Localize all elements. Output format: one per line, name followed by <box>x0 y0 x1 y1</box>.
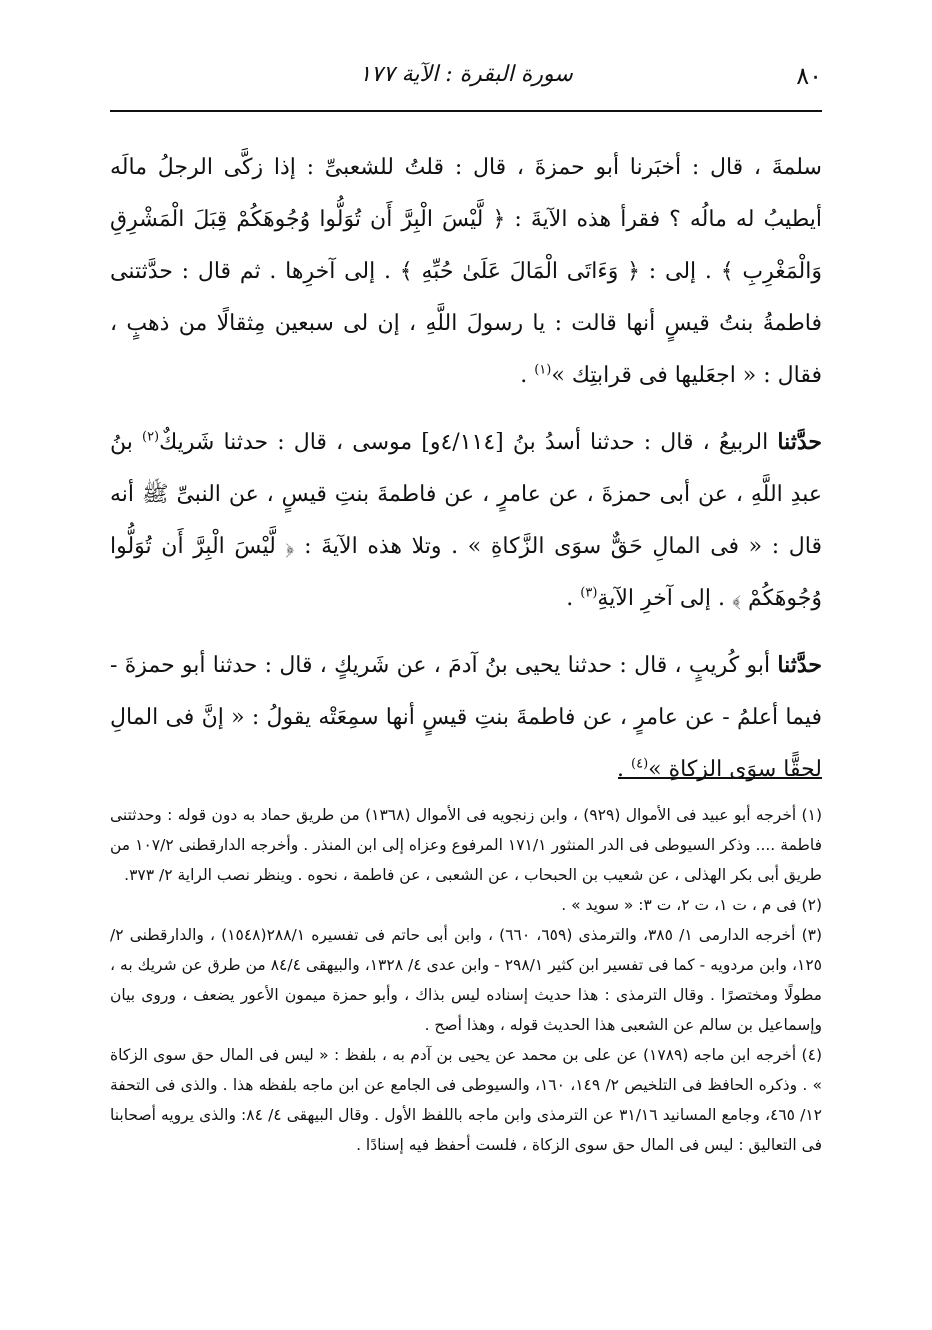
quran-quote-1: ﴿ لَّيْسَ الْبِرَّ أَن تُوَلُّوا وُجُوهَكُمْ قِبَلَ الْمَشْرِقِ وَالْمَغْرِبِ ﴾ <box>110 207 822 284</box>
header-rule <box>110 110 822 112</box>
paragraph-3-end: . <box>617 757 631 782</box>
footnote-separator <box>618 777 822 779</box>
footnotes <box>110 800 822 1160</box>
paragraph-1-text-a: سلمةَ ، قال : أخبَرنا أبو حمزةَ ، قال : قلتُ للشعبىِّ : إذا زكَّى الرجلُ مالَه أيطيبُ له مالُه ؟ فقرأ هذه الآيةَ : <box>110 155 822 232</box>
footnote-4: (٤) أخرجه ابن ماجه (١٧٨٩) عن على بن محمد عن يحيى بن آدم به ، بلفظ : « ليس فى المال حق سوى الزكاة » . وذكره الحافظ فى التلخيص ٢/ ١٤٩، ١٦٠، والسيوطى فى الجامع عن ابن ماجه بلفظه هذا . والذى فى التحفة ١٢/ ٤٦٥، وجامع المسانيد ٣١/١٦ عن الترمذى وابن ماجه باللفظ الأول . وقال البيهقى ٤/ ٨٤: والذى يرويه أصحابنا فى التعاليق : ليس فى المال حق سوى الزكاة ، فلست أحفظ فيه إسنادًا . <box>110 1046 822 1154</box>
paragraph-2-text-c: . إلى آخرِ الآيةِ <box>597 586 732 611</box>
main-text <box>110 142 822 810</box>
paragraph-1 <box>110 142 822 402</box>
paragraph-2-text-b: بنُ عبدِ اللَّهِ ، عن أبى حمزةَ ، عن عامرٍ ، عن فاطمةَ بنتِ قيسٍ ، عن النبىِّ ﷺ أنه قال : « فى المالِ حَقٌّ سوَى الزَّكاةِ » . وتلا هذه الآيةَ : <box>110 430 822 559</box>
paragraph-1-text-b: . إلى : <box>640 259 721 284</box>
page-number: ٨٠ <box>796 62 822 90</box>
paragraph-1-text-c: . إلى آخرِها . ثم قال : حدَّثتنى فاطمةُ بنتُ قيسٍ أنها قالت : يا رسولَ اللَّهِ ، إن لى سبعين مِثقالًا من ذهبٍ ، فقال : « اجعَليها فى قرابتِك » <box>110 259 822 388</box>
paragraph-3-lead: حدَّثنا <box>777 652 822 678</box>
footnote-marker-2: (٢) <box>141 429 160 445</box>
paragraph-3-text-a: أبو كُريبٍ ، قال : حدثنا يحيى بنُ آدمَ ، عن شَريكٍ ، قال : حدثنا أبو حمزةَ - فيما أعلمُ - عن عامرٍ ، عن فاطمةَ بنتِ قيسٍ أنها سمِعَتْه يقولُ : « إنَّ فى المالِ لحقًّا سوَى الزكاةِ » <box>110 653 822 782</box>
footnote-1: (١) أخرجه أبو عبيد فى الأموال (٩٢٩) ، وابن زنجويه فى الأموال (١٣٦٨) من طريق حماد به دون قوله : وحدثتنى فاطمة .... وذكر السيوطى فى الدر المنثور ١٧١/١ المرفوع وعزاه إلى ابن المنذر . وأخرجه الدارقطنى ١٠٧/٢ من طريق أبى بكر الهذلى ، عن شعيب بن الحبحاب ، عن الشعبى ، عن فاطمة ، نحوه . وينظر نصب الراية ٢/ ٣٧٣. <box>110 806 822 884</box>
footnote-marker-1: (١) <box>534 362 552 378</box>
quran-quote-3: ﴿ لَّيْسَ الْبِرَّ أَن تُوَلُّوا وُجُوهَكُمْ ﴾ <box>110 534 822 611</box>
footnote-marker-3: (٣) <box>580 585 598 601</box>
paragraph-2-text-a: الربيعُ ، قال : حدثنا أسدُ بنُ [٤/١١٤و] موسى ، قال : حدثنا شَريكٌ <box>159 430 778 455</box>
page-header <box>110 56 822 96</box>
paragraph-2 <box>110 416 822 625</box>
paragraph-2-lead: حدَّثنا <box>777 429 822 455</box>
quran-quote-2: ﴿ وَءَاتَى الْمَالَ عَلَىٰ حُبِّهِ ﴾ <box>399 259 641 284</box>
footnote-3: (٣) أخرجه الدارمى ١/ ٣٨٥، والترمذى (٦٥٩، ٦٦٠) ، وابن أبى حاتم فى تفسيره ٢٨٨/١(١٥٤٨) ، والدارقطنى ٢/ ١٢٥، وابن مردويه - كما فى تفسير ابن كثير ٢٩٨/١ - وابن عدى ٤/ ١٣٢٨، والبيهقى ٨٤/٤ من طرق عن شريك به ، مطولًا ومختصرًا . وقال الترمذى : هذا حديث إسناده ليس بذاك ، وأبو حمزة ميمون الأعور يضعف ، وروى بيان وإسماعيل بن سالم عن الشعبى هذا الحديث قوله ، وهذا أصح . <box>110 926 823 1034</box>
paragraph-3 <box>110 639 822 796</box>
footnote-2: (٢) فى م ، ت ١، ت ٢، ت ٣: « سويد » . <box>561 896 822 914</box>
footnote-marker-4: (٤) <box>631 756 649 772</box>
paragraph-2-end: . <box>566 586 581 611</box>
paragraph-1-end: . <box>520 363 535 388</box>
running-title: سورة البقرة : الآية ١٧٧ <box>359 62 573 87</box>
